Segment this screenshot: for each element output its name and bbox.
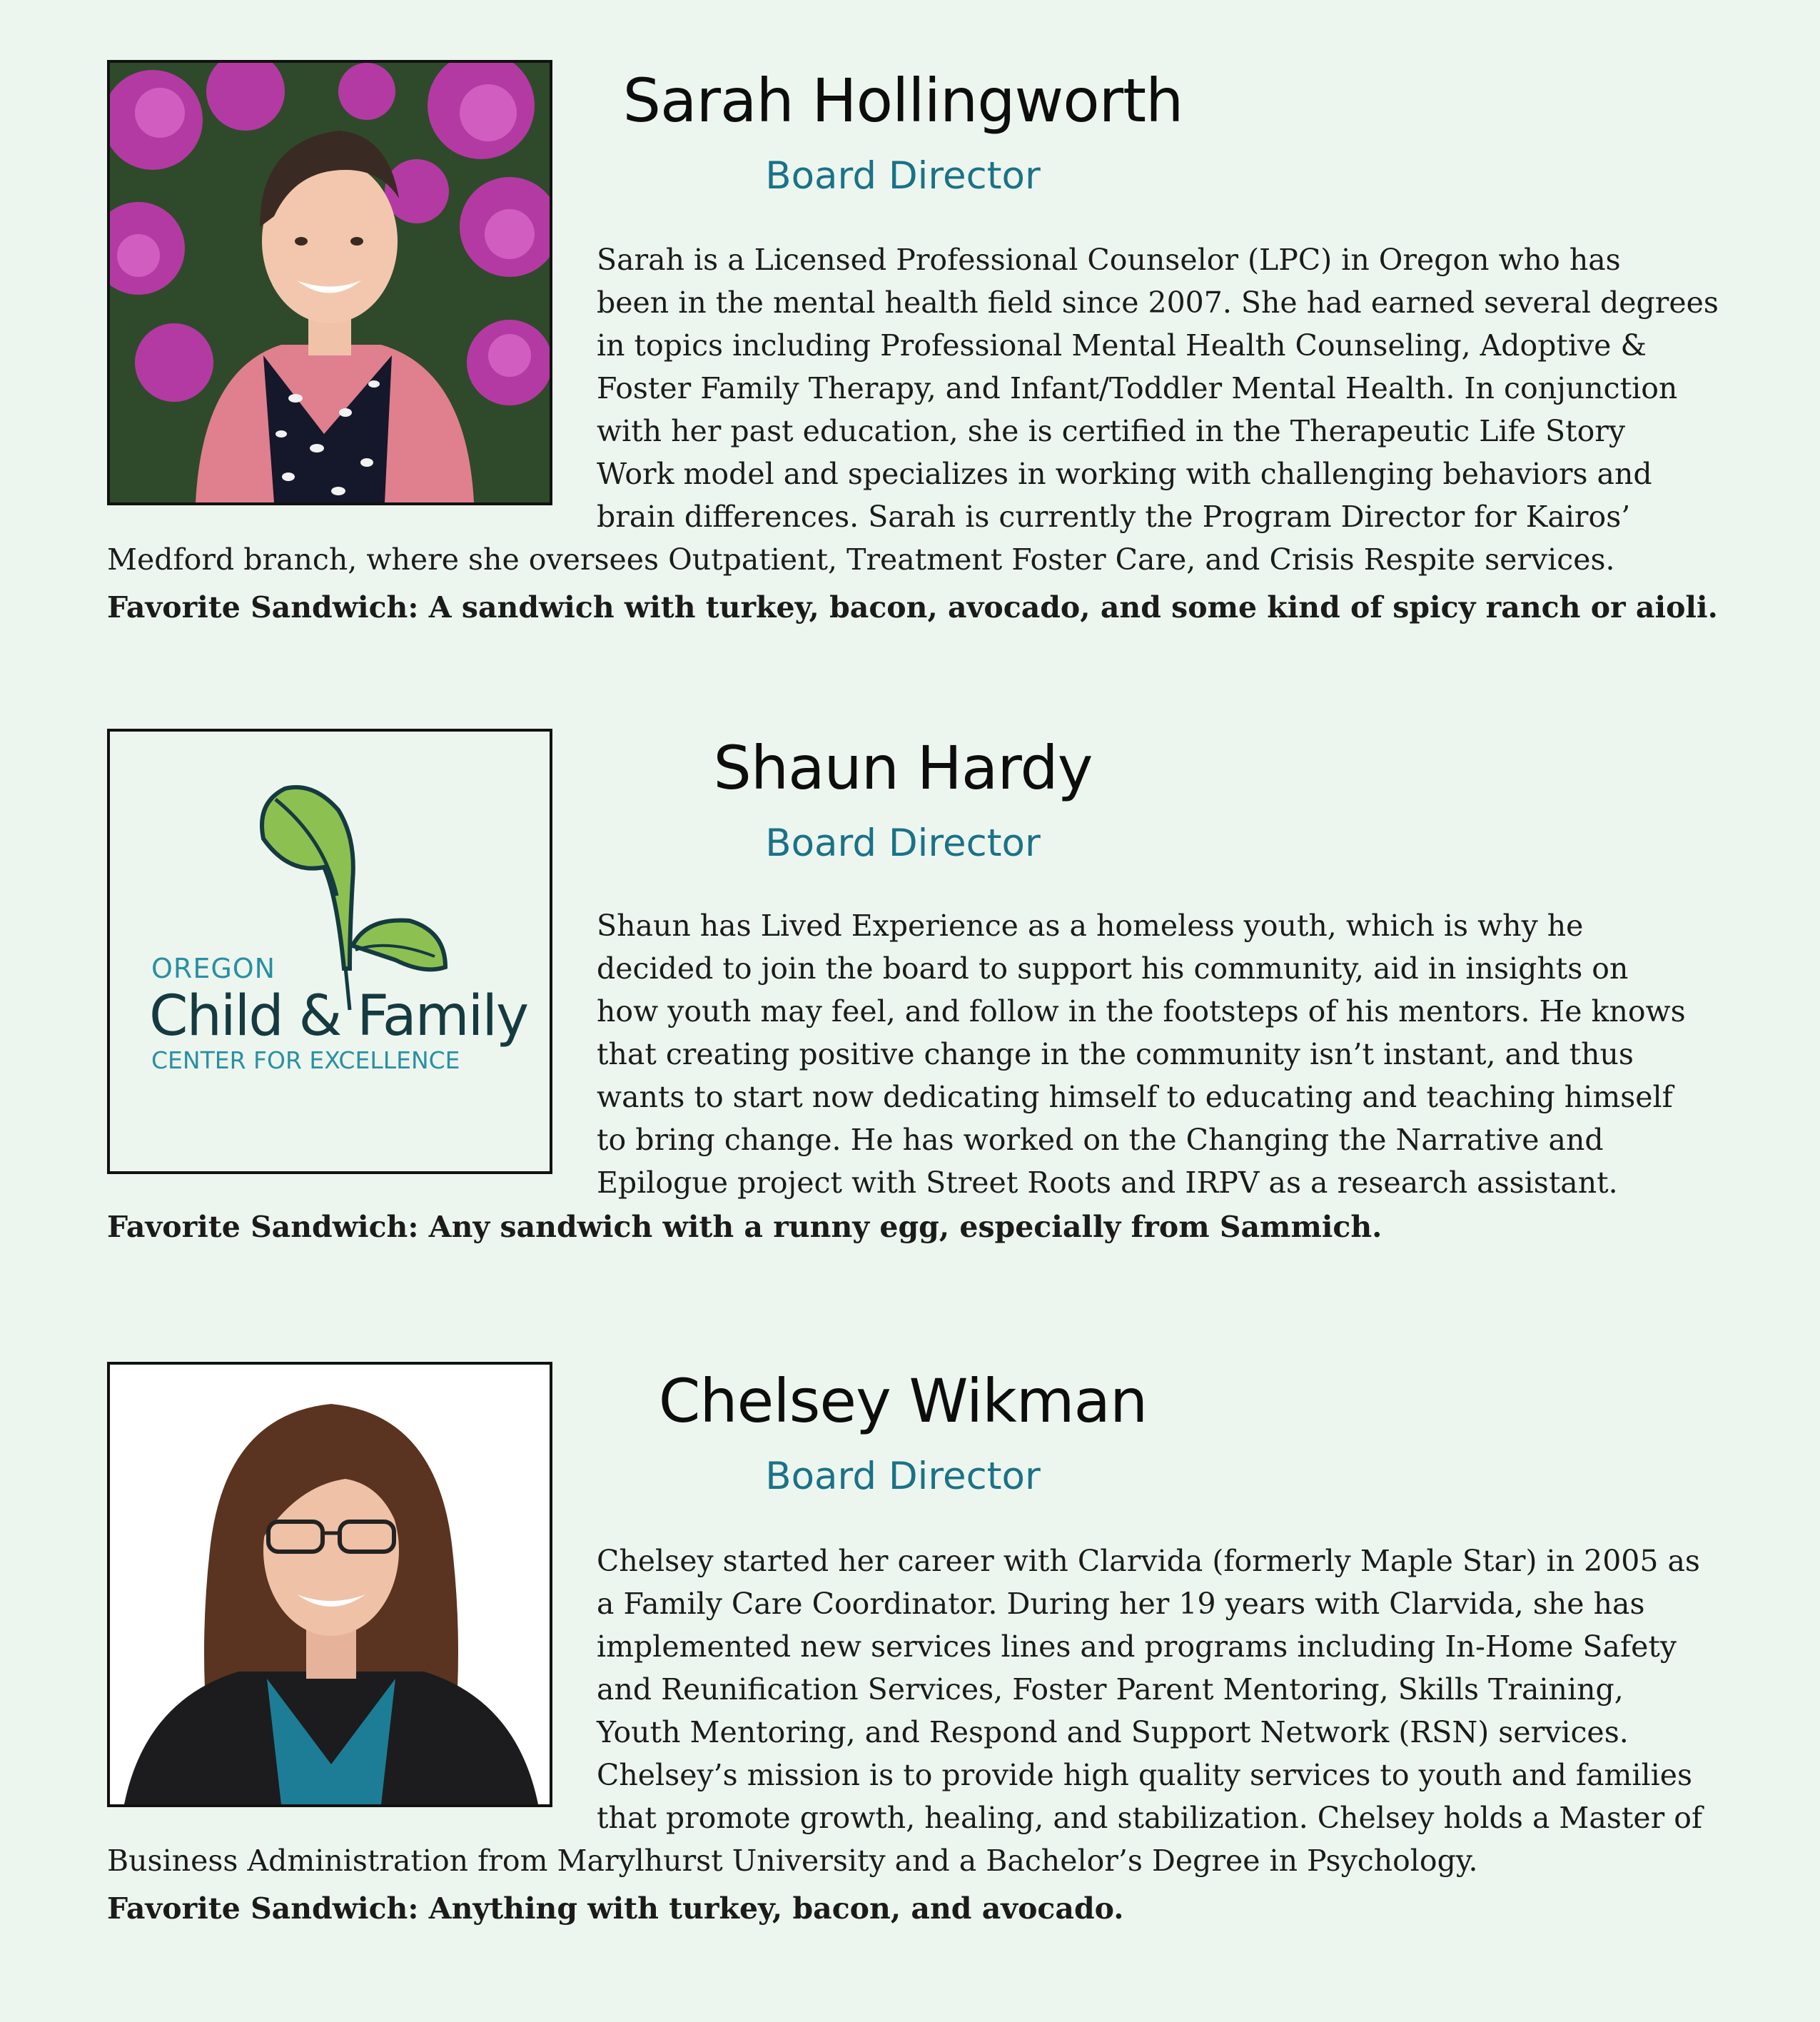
bio-line: in topics including Professional Mental Health Counseling, Adoptive & <box>597 328 1647 363</box>
bio-line: decided to join the board to support his community, aid in insights on <box>597 951 1629 986</box>
member-role: Board Director <box>765 1455 1041 1498</box>
favorite-sandwich: Favorite Sandwich: Anything with turkey, bacon, and avocado. <box>107 1891 1124 1926</box>
member-role: Board Director <box>765 154 1041 198</box>
bio-line: been in the mental health field since 2007. She had earned several degrees <box>597 285 1719 320</box>
member-name: Sarah Hollingworth <box>622 66 1183 136</box>
bio-line: Shaun has Lived Experience as a homeless youth, which is why he <box>597 909 1584 943</box>
bio-line: Epilogue project with Street Roots and IRPV as a research assistant. <box>597 1166 1618 1200</box>
favorite-sandwich: Favorite Sandwich: Any sandwich with a runny egg, especially from Sammich. <box>107 1210 1382 1244</box>
bio-line: Business Administration from Marylhurst University and a Bachelor’s Degree in Psychology. <box>107 1844 1478 1878</box>
bio-line: Chelsey started her career with Clarvida (formerly Maple Star) in 2005 as <box>597 1544 1700 1578</box>
logo-text-center: CENTER FOR EXCELLENCE <box>151 1046 460 1074</box>
bio-line: and Reunification Services, Foster Parent Mentoring, Skills Training, <box>597 1672 1624 1707</box>
member-bio <box>107 904 1727 1204</box>
logo-text-child-family: Child & Family <box>149 984 528 1048</box>
bio-line: Work model and specializes in working with challenging behaviors and <box>597 457 1652 491</box>
bio-line: how youth may feel, and follow in the footsteps of his mentors. He knows <box>597 994 1686 1028</box>
bio-line: that promote growth, healing, and stabilization. Chelsey holds a Master of <box>597 1801 1703 1835</box>
bio-line: Chelsey’s mission is to provide high quality services to youth and families <box>597 1758 1693 1792</box>
bio-line: Medford branch, where she oversees Outpatient, Treatment Foster Care, and Crisis Respite services. <box>107 542 1615 577</box>
favorite-sandwich: Favorite Sandwich: A sandwich with turkey, bacon, avocado, and some kind of spicy ranch or aioli. <box>107 590 1718 625</box>
member-bio <box>107 1540 1727 1882</box>
bio-line: brain differences. Sarah is currently the Program Director for Kairos’ <box>597 500 1631 534</box>
bio-line: Youth Mentoring, and Respond and Support Network (RSN) services. <box>597 1715 1629 1749</box>
logo-text-oregon: OREGON <box>151 953 276 984</box>
bio-line: Foster Family Therapy, and Infant/Toddler Mental Health. In conjunction <box>597 371 1678 405</box>
member-bio <box>107 238 1727 581</box>
bio-line: a Family Care Coordinator. During her 19 years with Clarvida, she has <box>597 1587 1645 1621</box>
member-name: Shaun Hardy <box>713 733 1093 803</box>
bio-line: to bring change. He has worked on the Changing the Narrative and <box>597 1123 1604 1157</box>
bio-line: implemented new services lines and programs including In-Home Safety <box>597 1629 1677 1664</box>
bio-line: Sarah is a Licensed Professional Counselor (LPC) in Oregon who has <box>597 243 1621 277</box>
bio-line: with her past education, she is certified in the Therapeutic Life Story <box>597 414 1626 448</box>
member-name: Chelsey Wikman <box>658 1366 1148 1436</box>
bio-line: wants to start now dedicating himself to educating and teaching himself <box>597 1080 1673 1114</box>
bio-line: that creating positive change in the community isn’t instant, and thus <box>597 1037 1634 1071</box>
member-role: Board Director <box>765 822 1041 865</box>
